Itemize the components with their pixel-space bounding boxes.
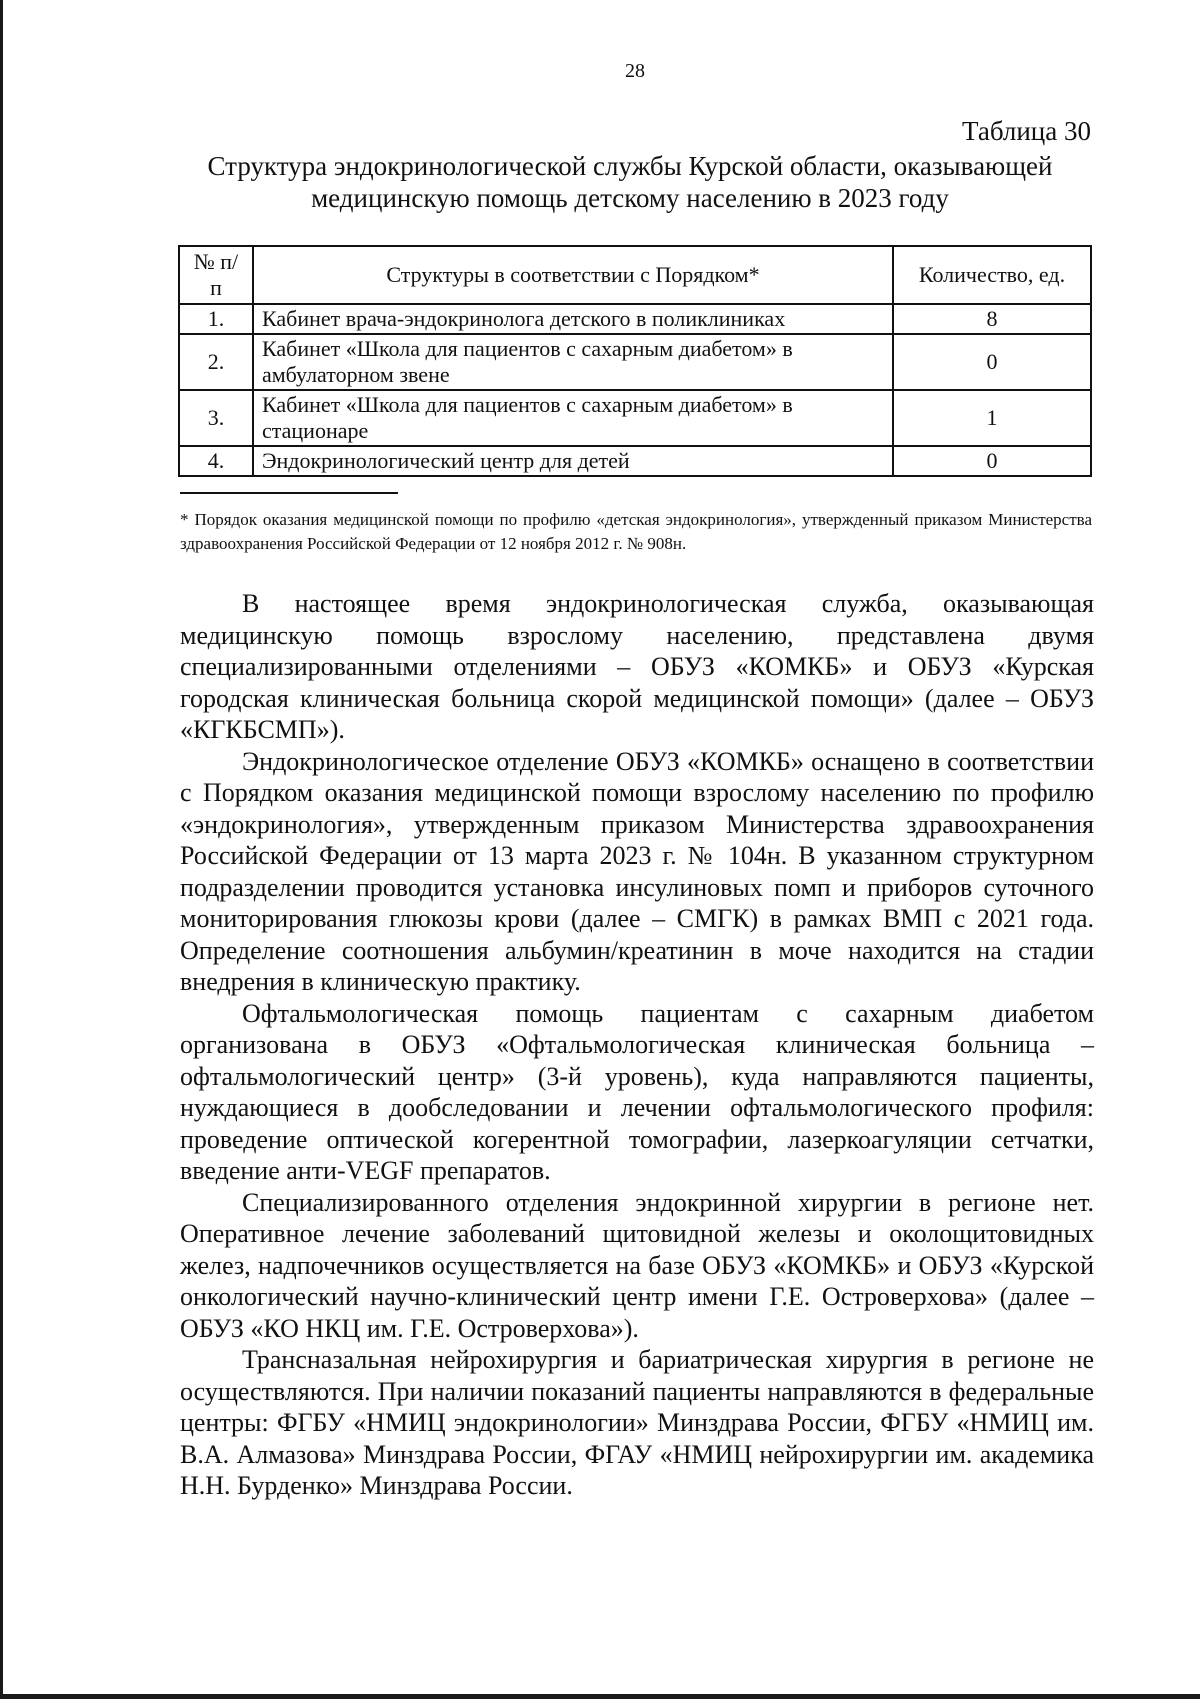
table-row [179, 304, 1091, 334]
scan-edge-bottom [0, 1694, 1200, 1699]
paragraph: Офтальмологическая помощь пациентам с сахарным диабетом организована в ОБУЗ «Офтальмологическая клиническая больница – офтальмологический центр» (3-й уровень), куда направляются пациенты, нуждающиеся в дообследовании и лечении офтальмологического профиля: проведение оптической когерентной томографии, лазеркоагуляции сетчатки, введение анти-VEGF препаратов. [180, 998, 1094, 1185]
row-quantity: 0 [893, 334, 1091, 390]
row-structure: Кабинет врача-эндокринолога детского в поликлиниках [253, 304, 893, 334]
row-number: 4. [179, 446, 253, 476]
footnote: * Порядок оказания медицинской помощи по профилю «детская эндокринология», утвержденный приказом Министерства здравоохранения Российской Федерации от 12 ноября 2012 г. № 908н. [180, 510, 1092, 553]
table-header-row [179, 246, 1091, 304]
row-quantity: 8 [893, 304, 1091, 334]
row-quantity: 0 [893, 446, 1091, 476]
row-number: 1. [179, 304, 253, 334]
table-row [179, 446, 1091, 476]
scan-edge-left [0, 0, 3, 1699]
paragraph: Трансназальная нейрохирургия и бариатрическая хирургия в регионе не осуществляются. При наличии показаний пациенты направляются в федеральные центры: ФГБУ «НМИЦ эндокринологии» Минздрава России, ФГБУ «НМИЦ им. В.А. Алмазова» Минздрава России, ФГАУ «НМИЦ нейрохирургии им. академика Н.Н. Бурденко» Минздрава России. [180, 1345, 1094, 1500]
row-structure: Кабинет «Школа для пациентов с сахарным диабетом» в амбулаторном звене [253, 334, 893, 390]
body-text [180, 588, 1094, 1502]
row-structure: Кабинет «Школа для пациентов с сахарным диабетом» в стационаре [253, 390, 893, 446]
table-row [179, 390, 1091, 446]
header-quantity: Количество, ед. [893, 246, 1091, 304]
header-number: № п/п [179, 246, 253, 304]
row-number: 3. [179, 390, 253, 446]
row-structure: Эндокринологический центр для детей [253, 446, 893, 476]
paragraph: Специализированного отделения эндокринной хирургии в регионе нет. Оперативное лечение заболеваний щитовидной железы и околощитовидных желез, надпочечников осуществляется на базе ОБУЗ «КОМКБ» и ОБУЗ «Курской онкологический научно-клинический центр имени Г.Е. Островерхова» (далее – ОБУЗ «КО НКЦ им. Г.Е. Островерхова»). [180, 1187, 1094, 1343]
paragraph: Эндокринологическое отделение ОБУЗ «КОМКБ» оснащено в соответствии с Порядком оказания медицинской помощи взрослому населению по профилю «эндокринология», утвержденным приказом Министерства здравоохранения Российской Федерации от 13 марта 2023 г. № 104н. В указанном структурном подразделении проводится установка инсулиновых помп и приборов суточного мониторирования глюкозы крови (далее – СМГК) в рамках ВМП с 2021 года. Определение соотношения альбумин/креатинин в моче находится на стадии внедрения в клиническую практику. [180, 746, 1094, 996]
table-row [179, 334, 1091, 390]
row-quantity: 1 [893, 390, 1091, 446]
table-title: Структура эндокринологической службы Курской области, оказывающей медицинскую помощь детскому населению в 2023 году [207, 151, 1053, 213]
table-label: Таблица 30 [962, 116, 1091, 146]
row-number: 2. [179, 334, 253, 390]
page-number: 28 [625, 60, 645, 82]
header-structure: Структуры в соответствии с Порядком* [253, 246, 893, 304]
footnote-divider [180, 492, 398, 494]
structure-table [178, 245, 1092, 477]
paragraph: В настоящее время эндокринологическая служба, оказывающая медицинскую помощь взрослому населению, представлена двумя специализированными отделениями – ОБУЗ «КОМКБ» и ОБУЗ «Курская городская клиническая больница скорой медицинской помощи» (далее – ОБУЗ «КГКБСМП»). [180, 589, 1094, 744]
